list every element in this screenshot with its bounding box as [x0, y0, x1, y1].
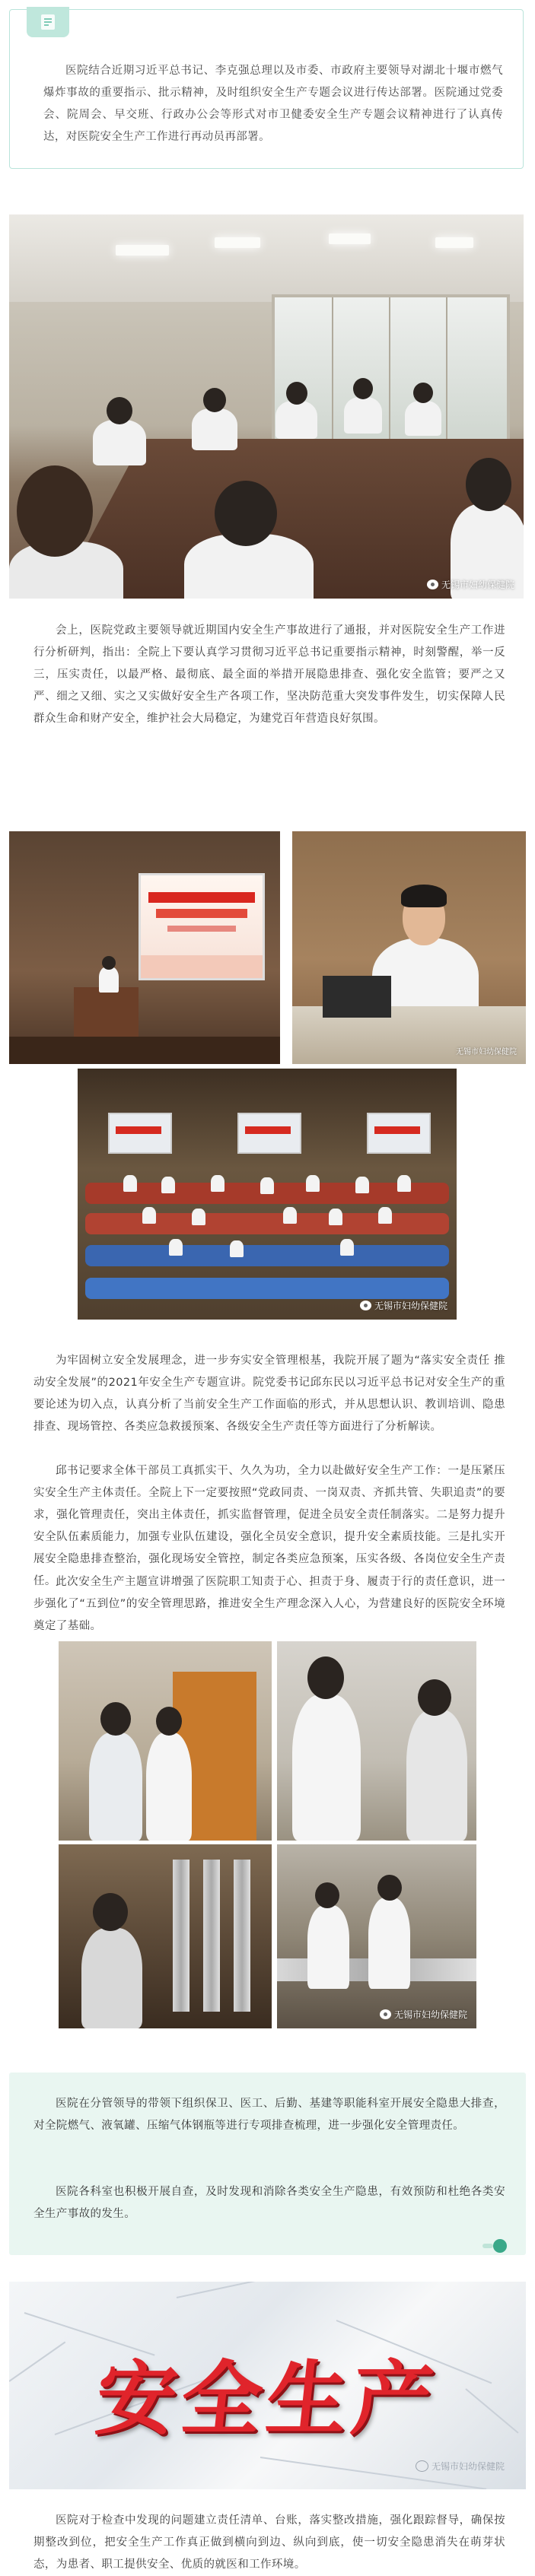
stage-photo: [9, 831, 280, 1064]
intro-card: [9, 9, 524, 169]
safety-banner: [9, 2282, 526, 2489]
green-box-paragraph-1: 医院在分管领导的带领下组织保卫、医工、后勤、基建等职能科室开展安全隐患大排查，对全院燃气、液氧罐、压缩气体钢瓶等进行专项排查梳理，进一步强化安全管理责任。: [33, 2098, 505, 2132]
watermark: 无锡市妇幼保健院: [427, 578, 514, 591]
wechat-icon: [427, 580, 438, 589]
decor-dot-icon: [493, 2239, 507, 2253]
watermark: 无锡市妇幼保健院: [380, 2008, 467, 2021]
auditorium-photo: [78, 1069, 457, 1320]
intro-text: 医院结合近期习近平总书记、李克强总理以及市委、市政府主要领导对湖北十堰市燃气爆炸事故的重要指示、批示精神，及时组织安全生产专题会议进行传达部署。医院通过党委会、院周会、早交班、行政办公会等形式对市卫健委安全生产专题会议精神进行了认真传达，对医院安全生产工作进行再动员再部署。: [43, 65, 503, 143]
inspection-photo-3: [59, 1844, 272, 2028]
watermark: 无锡市妇幼保健院: [360, 1299, 447, 1312]
paragraph-3: 邱书记要求全体干部员工真抓实干、久久为功，全力以赴做好安全生产工作：一是压紧压实安全生产主体责任。全院上下一定要按照“党政同责、一岗双责、齐抓共管、失职追责”的要求，强化管理责任，突出主体责任，抓实监督管理，促进全员安全责任制落实。二是努力提升安全队伍素质能力，加强专业队伍建设，强化全员安全意识，提升安全素质技能。三是扎实开展安全隐患排查整治，强化现场安全管控，制定各类应急预案，压实各级、各岗位安全生产责任。: [33, 1465, 505, 1587]
green-box-paragraph-2: 医院各科室也积极开展自查，及时发现和消除各类安全生产隐患，有效预防和杜绝各类安全生产事故的发生。: [33, 2186, 505, 2220]
closing-paragraph: 医院对于检查中发现的问题建立责任清单、台账，落实整改措施，强化跟踪督导，确保按期整改到位，把安全生产工作真正做到横向到边、纵向到底，使一切安全隐患消失在萌芽状态，为患者、职工提供安全、优质的就医和工作环境。: [33, 2514, 505, 2571]
paragraph-1: 会上，医院党政主要领导就近期国内安全生产事故进行了通报，并对医院安全生产工作进行分析研判，指出：全院上下要认真学习贯彻习近平总书记重要指示精神，时刻警醒，举一反三，压实责任，以最严格、最彻底、最全面的举措开展隐患排查、强化安全监管；要严之又严、细之又细、实之又实做好安全生产各项工作，坚决防范重大突发事件发生，切实保障人民群众生命和财产安全，维护社会大局稳定，为建党百年营造良好氛围。: [33, 624, 505, 725]
inspection-photo-1: [59, 1641, 272, 1841]
wechat-icon: [380, 2009, 391, 2019]
document-icon: [27, 7, 69, 37]
inspection-photo-2: [277, 1641, 476, 1841]
paragraph-2: 为牢固树立安全发展理念，进一步夯实安全管理根基，我院开展了题为“落实安全责任 推动安全发展”的2021年安全生产专题宣讲。院党委书记邱东民以习近平总书记对安全生产的重要论述为切入点，认真分析了当前安全生产工作面临的形式，并从思想认识、教训培训、隐患排查、现场管控、各类应急救援预案、各级安全生产责任等方面进行了分析解读。: [33, 1355, 505, 1433]
watermark: 无锡市妇幼保健院: [416, 2460, 505, 2473]
paragraph-4: 此次安全生产主题宣讲增强了医院职工知责于心、担责于身、履责于行的责任意识，进一步强化了“五到位”的安全管理思路，推进安全生产理念深入人心，为营建良好的医院安全环境奠定了基础。: [33, 1576, 505, 1632]
watermark: 无锡市妇幼保健院: [456, 1048, 517, 1056]
speaker-photo: [292, 831, 526, 1064]
wechat-icon: [360, 1301, 371, 1310]
wechat-icon: [416, 2460, 428, 2472]
inspection-photo-4: [277, 1844, 476, 2028]
banner-title: 安全生产: [91, 2351, 443, 2446]
meeting-photo: [9, 214, 524, 599]
